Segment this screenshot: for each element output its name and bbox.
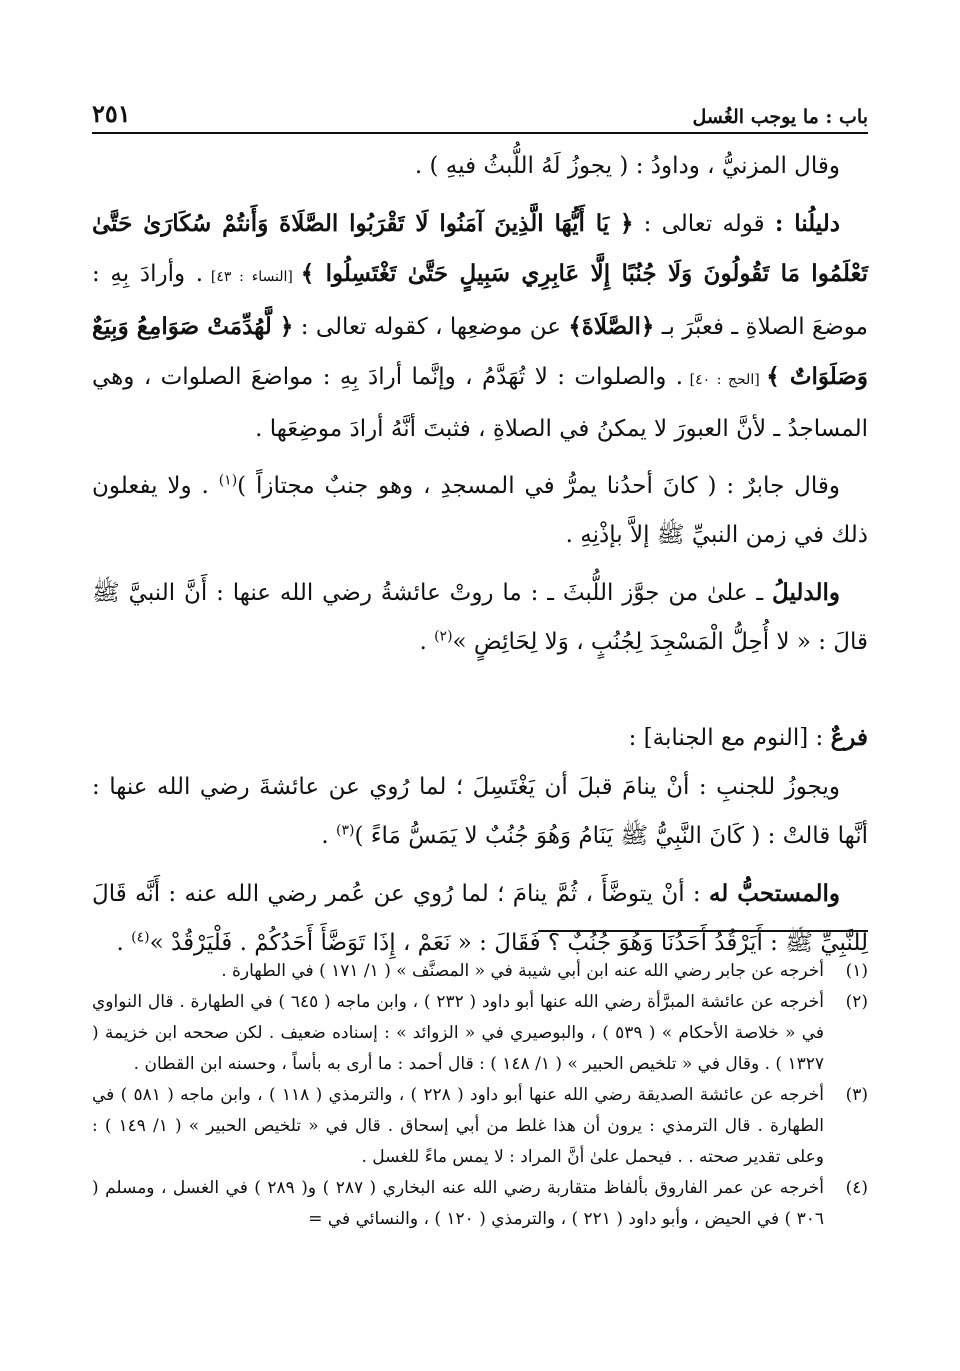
text-run: . ولا يفعلون ذلك في زمن النبيِّ ﷺ إلاَّ بإذْنِهِ . <box>92 473 868 548</box>
paragraph-sleep <box>92 763 868 861</box>
footnote-text: أخرجه عن عمر الفاروق بألفاظ متقاربة رضي الله عنه البخاري ( ٢٨٧ ) و( ٢٨٩ ) في الغسل ، ومسلم ( ٣٠٦ ) في الحيض ، وأبو داود ( ٢٢١ ) ، والترمذي ( ١٢٠ ) ، والنسائي في = <box>92 1178 825 1229</box>
text-run: . <box>116 930 132 956</box>
footnote-item <box>92 956 868 987</box>
chapter-title: باب : ما يوجب الغُسل <box>692 106 868 128</box>
text-run: قوله تعالى : <box>633 211 775 237</box>
text-run: . <box>419 629 435 655</box>
quran-verse: ﴿ يَا أَيُّهَا الَّذِينَ آمَنُوا لَا تَقْرَبُوا الصَّلَاةَ وَأَنتُمْ سُكَارَىٰ حَتَّىٰ تَعْلَمُوا مَا تَقُولُونَ وَلَا جُنُبًا إِلَّا عَابِرِي سَبِيلٍ حَتَّىٰ تَغْتَسِلُوا ﴾ <box>92 210 868 287</box>
text-run: ـ علىٰ من جوَّز اللُّبثَ ـ : ما روتْ عائشةُ رضي الله عنها : أَنَّ النبيَّ ﷺ قالَ : « لا أُحِلُّ الْمَسْجِدَ لِجُنُبٍ ، وَلا لِحَائِضٍ » <box>92 580 868 655</box>
section-title: : [النوم مع الجنابة] : <box>628 725 831 751</box>
verse-citation: [النساء : ٤٣] <box>203 269 301 285</box>
footnote-item <box>92 987 868 1080</box>
paragraph-recommended <box>92 869 868 968</box>
main-text <box>92 142 868 968</box>
paragraph-lead: والدليلُ <box>772 579 840 606</box>
text-run: وقال جابرٌ : ( كانَ أحدُنا يمرُّ في المسجدِ ، وهو جنبٌ مجتازاً ) <box>237 473 840 499</box>
footnote-text: أخرجه عن عائشة المبرَّأة رضي الله عنها أبو داود ( ٢٣٢ ) ، وابن ماجه ( ٦٤٥ ) في الطهارة . قال النواوي في « خلاصة الأحكام » ( ٥٣٩ ) ، والبوصيري في « الزوائد » : إسناده ضعيف . لكن صححه ابن خزيمة ( ١٣٢٧ ) . وقال في « تلخيص الحبير » ( ١/ ١٤٨ ) : قال أحمد : ما أرى به بأساً ، وحسنه ابن القطان . <box>92 992 825 1074</box>
footnote-item <box>92 1080 868 1173</box>
footnote-number: (١) <box>845 961 868 981</box>
text-run: . وأرادَ بِهِ : موضعَ الصلاةِ ـ فعبَّرَ بـ <box>92 261 868 340</box>
verse-citation: [الحج : ٤٠] <box>683 372 767 388</box>
page-header <box>92 84 868 134</box>
quran-word: ﴿الصَّلَاةَ﴾ <box>568 313 655 340</box>
paragraph-lead: دليلُنا : <box>774 210 840 237</box>
text-run: . <box>321 823 336 849</box>
paragraph-evidence <box>92 199 868 454</box>
footnote-ref[interactable]: (٤) <box>131 929 150 946</box>
footnote-text: أخرجه عن جابر رضي الله عنه ابن أبي شيبة في « المصنَّف » ( ١/ ١٧١ ) في الطهارة . <box>221 961 824 981</box>
footnote-text: أخرجه عن عائشة الصديقة رضي الله عنها أبو داود ( ٢٢٨ ) ، والترمذي ( ١١٨ ) ، وابن ماجه ( ٥٨١ ) في الطهارة . قال الترمذي : يرون أن هذا غلط من أبي إسحاق . قال في « تلخيص الحبير » ( ١/ ١٤٩ ) : وعلى تقدير صحته . . فيحمل علىٰ أنَّ المراد : لا يمس ماءً للغسل . <box>92 1085 825 1167</box>
footnote-ref[interactable]: (٢) <box>434 628 453 645</box>
footnote-divider <box>538 930 868 932</box>
paragraph-muzani: وقال المزنيُّ ، وداودُ : ( يجوزُ لَهُ اللُّبثُ فيهِ ) . <box>414 153 840 179</box>
page-number: ٢٥١ <box>92 99 131 128</box>
section-heading <box>92 713 868 763</box>
paragraph-jabir <box>92 462 868 560</box>
text-run: . والصلوات : لا تُهَدَّمُ ، وإنَّما أرادَ بِهِ : مواضعَ الصلوات ، وهي المساجدُ ـ لأنَّ العبورَ لا يمكنُ في الصلاةِ ، فثبتَ أنَّهُ أرادَ موضِعَها . <box>92 364 868 442</box>
text-run: ويجوزُ للجنبِ : أنْ ينامَ قبلَ أن يَغْتَسِلَ ؛ لما رُوي عن عائشةَ رضي الله عنها : أنَّها قالتْ : ( كَانَ النَّبِيُّ ﷺ يَنَامُ وَهُوَ جُنُبٌ لا يَمَسُّ مَاءً ) <box>92 774 868 849</box>
footnote-number: (٣) <box>845 1085 868 1105</box>
text-run: : أنْ يتوضَّأَ ، ثُمَّ ينامَ ؛ لما رُوي عن عُمر رضي الله عنه : أَنَّه قَالَ لِلنَّبِيِّ ﷺ : أَيَرْقُدُ أَحَدُنَا وَهُوَ جُنُبٌ ؟ فَقَالَ : « نَعَمْ ، إِذَا تَوَضَّأَ أَحَدُكُمْ . فَلْيَرْقُدْ » <box>92 881 868 956</box>
footnotes <box>92 956 868 1235</box>
paragraph-lead: والمستحبُّ له <box>708 880 840 907</box>
section-lead: فرعٌ <box>830 724 868 751</box>
footnote-ref[interactable]: (٣) <box>335 822 355 839</box>
footnote-number: (٢) <box>845 992 868 1012</box>
text-run: عن موضعِها ، كقوله تعالى : <box>293 314 569 340</box>
quran-verse: ﴿ لَّهُدِّمَتْ صَوَامِعُ وَبِيَعٌ وَصَلَوَاتٌ ﴾ <box>92 313 868 390</box>
paragraph-aisha-hadith <box>92 568 868 667</box>
footnote-item <box>92 1173 868 1235</box>
footnote-ref[interactable]: (١) <box>218 472 238 489</box>
footnote-number: (٤) <box>845 1178 868 1198</box>
